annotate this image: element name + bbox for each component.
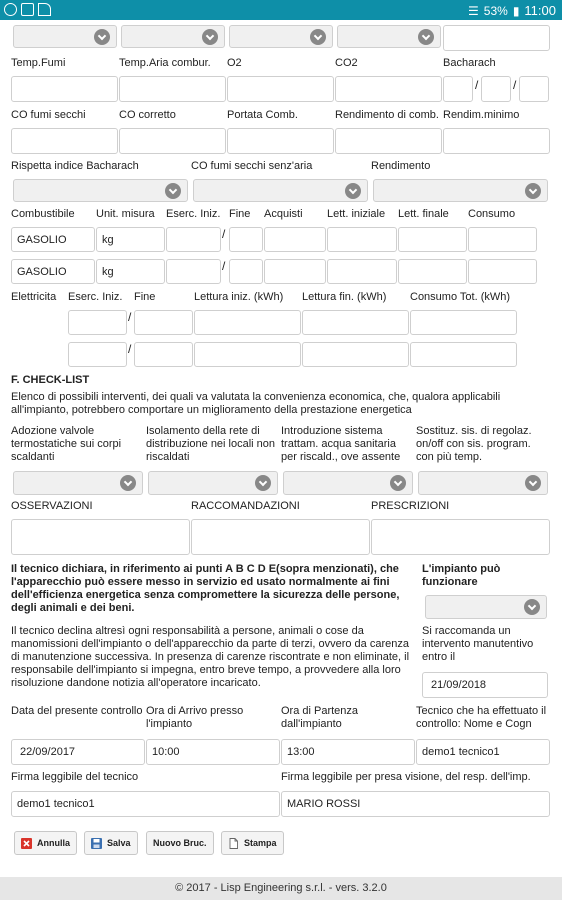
- data-controllo-input[interactable]: 22/09/2017: [11, 739, 145, 765]
- label-data-controllo: Data del presente controllo: [11, 705, 143, 717]
- fuel-consumo-input[interactable]: [468, 259, 537, 284]
- fuel-eserc-iniz-input[interactable]: [166, 227, 221, 252]
- label-temp-fumi: Temp.Fumi: [11, 57, 66, 69]
- label-o2: O2: [227, 57, 242, 69]
- ora-arrivo-input[interactable]: 10:00: [146, 739, 280, 765]
- elec-lettura-iniz-input[interactable]: [194, 310, 301, 335]
- slash-separator: /: [128, 310, 132, 324]
- can-operate-label: L'impianto può funzionare: [422, 563, 501, 588]
- fuel-acquisti-input[interactable]: [264, 227, 326, 252]
- cancel-button[interactable]: [14, 831, 77, 855]
- wifi-icon: ☰: [468, 3, 479, 18]
- checklist-valvole-select[interactable]: [13, 471, 143, 495]
- label-co-corretto: CO corretto: [119, 109, 176, 121]
- elec-header-elettricita: Elettricita: [11, 291, 57, 303]
- checklist-item-trattamento: Introduzione sistema trattam. acqua sanitaria per riscald., ove assente: [281, 425, 401, 463]
- app-icon: [4, 3, 17, 16]
- chevron-down-icon: [345, 183, 361, 199]
- checklist-item-valvole: Adozione valvole termostatiche sui corpi scaldanti: [11, 425, 122, 463]
- checklist-trattamento-select[interactable]: [283, 471, 413, 495]
- elec-lettura-iniz-input[interactable]: [194, 342, 301, 367]
- fuel-header-fine: Fine: [229, 208, 251, 220]
- declaration-text: Il tecnico dichiara, in riferimento ai punti A B C D E(sopra menzionati), che l'apparecchio può essere messo in servizio ed usato normalmente ai fini dell'efficienza energetica senza compromettere la sicurezza delle persone, degli animali e dei beni.: [11, 563, 400, 614]
- osservazioni-textarea[interactable]: [11, 519, 190, 555]
- portata-input[interactable]: [227, 128, 334, 154]
- battery-level: 53%: [483, 3, 508, 18]
- print-button[interactable]: [221, 831, 284, 855]
- prescrizioni-textarea[interactable]: [371, 519, 550, 555]
- elec-consumo-tot-input[interactable]: [410, 342, 517, 367]
- fuel-header-combustibile: Combustibile: [11, 208, 75, 220]
- can-operate-select[interactable]: [425, 595, 547, 619]
- recommend-label: Si raccomanda un intervento manutentivo entro il: [422, 625, 534, 663]
- fuel-combustibile-input[interactable]: GASOLIO: [11, 227, 95, 252]
- chevron-down-icon: [525, 475, 541, 491]
- chevron-down-icon: [165, 183, 181, 199]
- label-rispetta-bacharach: Rispetta indice Bacharach: [11, 160, 139, 172]
- label-temp-aria: Temp.Aria combur.: [119, 57, 211, 69]
- co-senz-aria-select[interactable]: [193, 179, 368, 202]
- co2-input[interactable]: [335, 76, 442, 102]
- fuel-unita-input[interactable]: kg: [96, 227, 165, 252]
- label-tecnico: Tecnico che ha effettuato il controllo: Nome e Cogn: [416, 705, 547, 730]
- recommend-date-input[interactable]: 21/09/2018: [422, 672, 548, 698]
- fuel-lett-finale-input[interactable]: [398, 259, 467, 284]
- raccomandazioni-textarea[interactable]: [191, 519, 370, 555]
- label-firma-responsabile: Firma leggibile per presa visione, del resp. dell'imp.: [281, 771, 531, 783]
- temp-fumi-input[interactable]: [11, 76, 118, 102]
- select-top-4[interactable]: [337, 25, 441, 48]
- fuel-lett-iniziale-input[interactable]: [327, 227, 397, 252]
- fuel-header-acquisti: Acquisti: [264, 208, 303, 220]
- fuel-eserc-iniz-input[interactable]: [166, 259, 221, 284]
- chevron-down-icon: [524, 599, 540, 615]
- label-rendim-minimo: Rendim.minimo: [443, 109, 520, 121]
- ora-partenza-input[interactable]: 13:00: [281, 739, 415, 765]
- label-bacharach: Bacharach: [443, 57, 496, 69]
- chevron-down-icon: [525, 183, 541, 199]
- battery-icon: ▮: [512, 3, 520, 18]
- elec-lettura-fin-input[interactable]: [302, 342, 409, 367]
- label-ora-arrivo: Ora di Arrivo presso l'impianto: [146, 705, 244, 730]
- new-burner-button-label: Nuovo Bruc.: [153, 838, 207, 848]
- elec-consumo-tot-input[interactable]: [410, 310, 517, 335]
- fuel-header-consumo: Consumo: [468, 208, 516, 220]
- chevron-down-icon: [94, 29, 110, 45]
- rendim-minimo-input[interactable]: [443, 128, 550, 154]
- fuel-fine-input[interactable]: [229, 259, 263, 284]
- elec-header-lettura-fin: Lettura fin. (kWh): [302, 291, 387, 303]
- close-icon: [21, 838, 32, 849]
- label-portata: Portata Comb.: [227, 109, 298, 121]
- clock: 11:00: [524, 3, 556, 18]
- firma-tecnico-input[interactable]: demo1 tecnico1: [11, 791, 280, 817]
- notification-icons: [4, 3, 51, 16]
- elec-fine-input[interactable]: [134, 310, 193, 335]
- temp-aria-input[interactable]: [119, 76, 226, 102]
- fuel-combustibile-input[interactable]: GASOLIO: [11, 259, 95, 284]
- select-top-1[interactable]: [13, 25, 117, 48]
- label-raccomandazioni: RACCOMANDAZIONI: [191, 500, 300, 512]
- co-corretto-input[interactable]: [119, 128, 226, 154]
- select-top-3[interactable]: [229, 25, 333, 48]
- checklist-intro: Elenco di possibili interventi, dei quali va valutata la convenienza economica, che, qualora applicabili all'impianto, potrebbero comportare un miglioramento della prestazione energetica: [11, 391, 501, 416]
- slash-separator: /: [128, 342, 132, 356]
- bacharach-1-input[interactable]: [443, 76, 473, 102]
- fuel-consumo-input[interactable]: [468, 227, 537, 252]
- fuel-header-unita: Unit. misura: [96, 208, 155, 220]
- fuel-header-eserc-iniz: Eserc. Iniz.: [166, 208, 221, 220]
- label-prescrizioni: PRESCRIZIONI: [371, 500, 450, 512]
- co-fumi-input[interactable]: [11, 128, 118, 154]
- elec-fine-input[interactable]: [134, 342, 193, 367]
- label-ora-partenza: Ora di Partenza dall'impianto: [281, 705, 359, 730]
- o2-input[interactable]: [227, 76, 334, 102]
- select-top-2[interactable]: [121, 25, 225, 48]
- chevron-down-icon: [120, 475, 136, 491]
- label-co-fumi: CO fumi secchi: [11, 109, 86, 121]
- cancel-button-label: Annulla: [37, 838, 70, 848]
- footer: © 2017 - Lisp Engineering s.r.l. - vers. 3.2.0: [0, 877, 562, 900]
- floppy-disk-icon: [91, 838, 102, 849]
- checklist-title: F. CHECK-LIST: [11, 374, 90, 386]
- slash-separator: /: [475, 78, 479, 92]
- chevron-down-icon: [202, 29, 218, 45]
- checklist-item-regolazione: Sostituz. sis. di regolaz. on/off con sis. program. con più temp.: [416, 425, 532, 463]
- input-top-5[interactable]: [443, 25, 550, 51]
- rendimento-select[interactable]: [373, 179, 548, 202]
- label-osservazioni: OSSERVAZIONI: [11, 500, 93, 512]
- elec-eserc-iniz-input[interactable]: [68, 310, 127, 335]
- fuel-header-lett-finale: Lett. finale: [398, 208, 449, 220]
- rendimento-comb-input[interactable]: [335, 128, 442, 154]
- bacharach-2-input[interactable]: [481, 76, 511, 102]
- elec-lettura-fin-input[interactable]: [302, 310, 409, 335]
- tecnico-input[interactable]: demo1 tecnico1: [416, 739, 550, 765]
- status-bar: [0, 0, 562, 20]
- fuel-acquisti-input[interactable]: [264, 259, 326, 284]
- label-co2: CO2: [335, 57, 358, 69]
- chevron-down-icon: [255, 475, 271, 491]
- fuel-header-lett-iniziale: Lett. iniziale: [327, 208, 386, 220]
- bacharach-3-input[interactable]: [519, 76, 549, 102]
- disclaimer-text: Il tecnico declina altresì ogni responsabilità a persone, animali o cose da manomissioni dell'impianto o dell'apparecchio da parte di terzi, ovvero da carenza di manutenzione successiva. In presenza di carenze riscontrate e non eliminate, il responsabile dell'impianto si impegna, entro breve tempo, a provvedere alla loro risoluzione dandone notizia all'operatore incaricato.: [11, 625, 410, 689]
- checklist-isolamento-select[interactable]: [148, 471, 278, 495]
- label-co-senz-aria: CO fumi secchi senz'aria: [191, 160, 313, 172]
- image-icon: [21, 3, 34, 16]
- chevron-down-icon: [310, 29, 326, 45]
- fuel-lett-finale-input[interactable]: [398, 227, 467, 252]
- rispetta-bacharach-select[interactable]: [13, 179, 188, 202]
- fuel-fine-input[interactable]: [229, 227, 263, 252]
- elec-eserc-iniz-input[interactable]: [68, 342, 127, 367]
- status-right: [468, 3, 556, 18]
- new-burner-button[interactable]: [146, 831, 214, 855]
- label-firma-tecnico: Firma leggibile del tecnico: [11, 771, 139, 783]
- chevron-down-icon: [418, 29, 434, 45]
- label-rendimento: Rendimento: [371, 160, 431, 172]
- checklist-item-isolamento: Isolamento della rete di distribuzione nei locali non riscaldati: [146, 425, 276, 463]
- elec-header-lettura-iniz: Lettura iniz. (kWh): [194, 291, 284, 303]
- slash-separator: /: [222, 259, 226, 273]
- fuel-lett-iniziale-input[interactable]: [327, 259, 397, 284]
- elec-header-fine: Fine: [134, 291, 156, 303]
- checklist-regolazione-select[interactable]: [418, 471, 548, 495]
- elec-header-consumo-tot: Consumo Tot. (kWh): [410, 291, 511, 303]
- save-button[interactable]: [84, 831, 138, 855]
- fuel-unita-input[interactable]: kg: [96, 259, 165, 284]
- firma-responsabile-input[interactable]: MARIO ROSSI: [281, 791, 550, 817]
- label-rendimento-comb: Rendimento di comb.: [335, 109, 439, 121]
- save-button-label: Salva: [107, 838, 131, 848]
- document-icon: [228, 838, 239, 849]
- slash-separator: /: [222, 227, 226, 241]
- chevron-down-icon: [390, 475, 406, 491]
- slash-separator: /: [513, 78, 517, 92]
- music-icon: [38, 3, 51, 16]
- print-button-label: Stampa: [244, 838, 277, 848]
- elec-header-eserc-iniz: Eserc. Iniz.: [68, 291, 123, 303]
